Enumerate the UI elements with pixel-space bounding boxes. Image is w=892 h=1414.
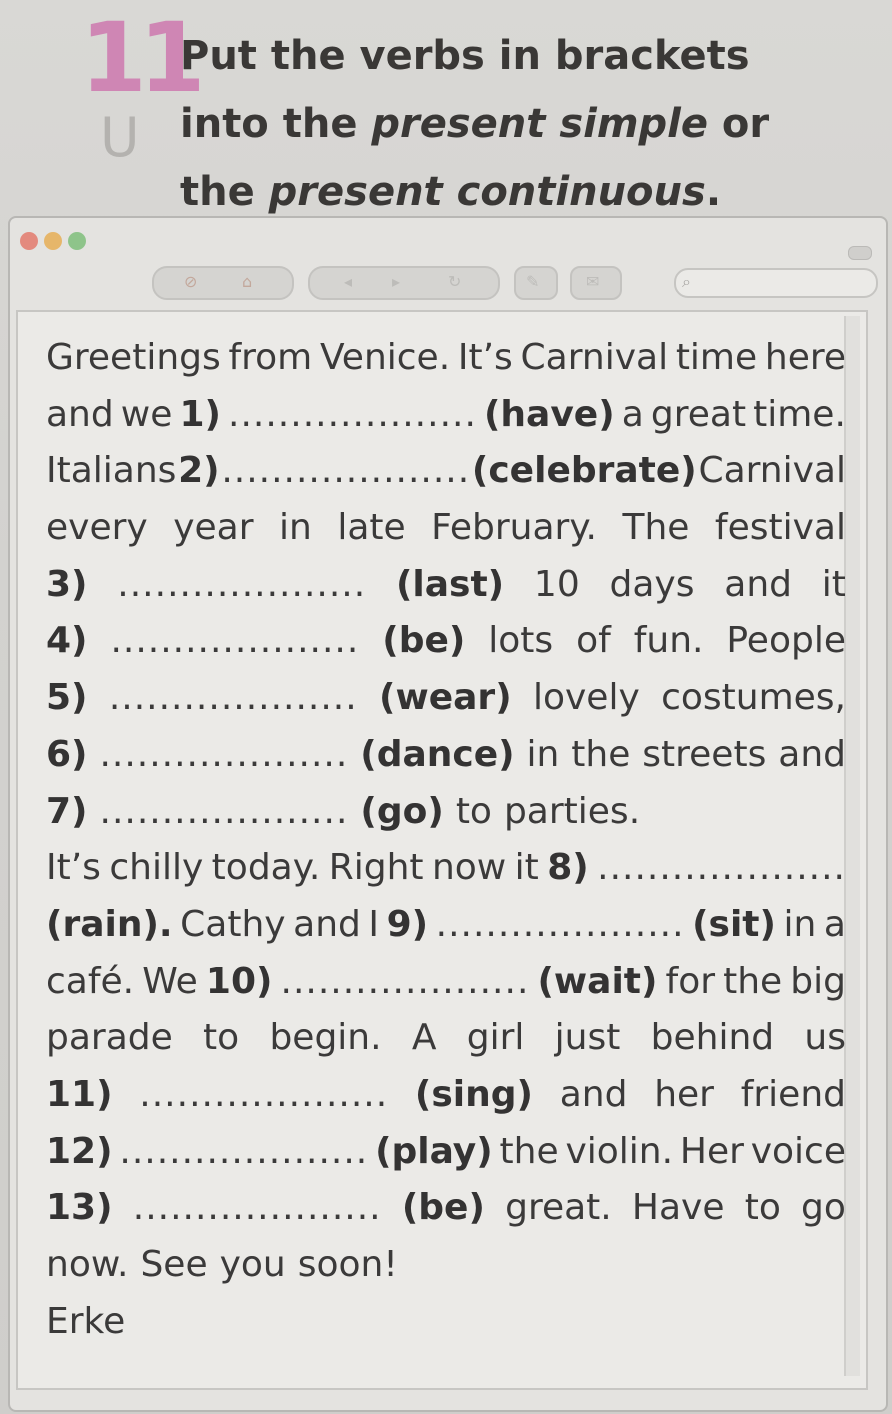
answer-blank: .................... xyxy=(228,393,477,435)
word: just xyxy=(554,1017,621,1059)
answer-blank: .................... xyxy=(99,790,349,832)
word: soon! xyxy=(297,1244,398,1285)
verb-in-brackets: (rain). xyxy=(46,903,173,945)
close-button[interactable] xyxy=(20,232,38,250)
verb-in-brackets: (wear) xyxy=(379,677,512,719)
word: late xyxy=(337,507,406,549)
word: Cathy xyxy=(180,903,286,945)
blank-number: 7) xyxy=(46,790,88,832)
mail-button[interactable] xyxy=(570,266,622,300)
word: in xyxy=(279,507,312,549)
word: it xyxy=(821,563,846,605)
word: Right xyxy=(328,847,424,889)
letter-line xyxy=(46,670,846,727)
letter-line xyxy=(46,1067,846,1124)
blank-number: 8) xyxy=(547,847,589,889)
pencil-mark: U xyxy=(100,106,140,169)
word: chilly xyxy=(109,847,204,889)
word: It’s xyxy=(46,847,101,889)
word: and xyxy=(778,733,846,775)
letter-line xyxy=(46,500,846,557)
scrollbar[interactable] xyxy=(844,316,860,1376)
word: the xyxy=(499,1130,559,1172)
blank-number: 6) xyxy=(46,733,88,775)
mail-icon: ✉ xyxy=(586,272,600,291)
verb-in-brackets: (go) xyxy=(360,790,444,832)
letter-line xyxy=(46,1237,846,1294)
answer-blank: .................... xyxy=(139,1073,389,1115)
word: and xyxy=(559,1073,628,1115)
letter-content-area xyxy=(16,310,868,1390)
word: Italians xyxy=(46,450,177,492)
edit-icon: ✎ xyxy=(526,272,540,291)
exercise-instruction xyxy=(180,22,800,226)
word: we xyxy=(120,393,173,435)
word: go xyxy=(801,1187,846,1229)
verb-in-brackets: (wait) xyxy=(537,960,658,1002)
verb-in-brackets: (sing) xyxy=(414,1073,533,1115)
forward-icon[interactable]: ▸ xyxy=(392,272,401,291)
letter-line xyxy=(46,557,846,614)
letter-line xyxy=(46,613,846,670)
word: to xyxy=(203,1017,240,1059)
blank-number: 10) xyxy=(205,960,273,1002)
word: Carnival xyxy=(698,450,846,492)
letter-line xyxy=(46,1124,846,1181)
word: and xyxy=(46,393,114,435)
verb-in-brackets: (celebrate) xyxy=(471,450,697,492)
answer-blank: .................... xyxy=(117,563,367,605)
word: it xyxy=(514,847,539,889)
word: big xyxy=(790,960,846,1002)
word: begin. xyxy=(269,1017,382,1059)
word: every xyxy=(46,507,148,549)
word: Have xyxy=(631,1187,725,1229)
verb-in-brackets: (dance) xyxy=(360,733,515,775)
word: parade xyxy=(46,1017,173,1059)
window-controls xyxy=(20,232,86,250)
instruction-line-1: Put the verbs in brackets xyxy=(180,33,750,79)
verb-in-brackets: (last) xyxy=(395,563,505,605)
letter-line xyxy=(46,954,846,1011)
word: violin. xyxy=(565,1130,674,1172)
word: lots xyxy=(488,620,554,662)
word: time xyxy=(675,337,758,378)
word: It’s xyxy=(457,337,513,378)
word: Her xyxy=(679,1130,744,1172)
word: now xyxy=(431,847,507,889)
word: lovely xyxy=(532,677,640,719)
search-icon: ⌕ xyxy=(682,272,691,291)
minimize-button[interactable] xyxy=(44,232,62,250)
word: for xyxy=(665,960,716,1002)
home-icon[interactable]: ⌂ xyxy=(242,272,253,291)
word: Venice. xyxy=(319,337,451,378)
word: friend xyxy=(740,1073,846,1115)
word: time. xyxy=(753,393,846,435)
word: Greetings xyxy=(46,337,221,378)
letter-line xyxy=(46,1294,846,1351)
instruction-text: . xyxy=(705,169,722,215)
word: 10 xyxy=(533,563,580,605)
browser-window xyxy=(8,216,888,1412)
word: and xyxy=(293,903,361,945)
word: café. xyxy=(46,960,135,1002)
letter-line xyxy=(46,443,846,500)
word: of xyxy=(576,620,611,662)
word: Erke xyxy=(46,1300,126,1342)
word: you xyxy=(219,1244,286,1285)
word: costumes, xyxy=(661,677,846,719)
answer-blank: .................... xyxy=(435,903,685,945)
word: The xyxy=(622,507,690,549)
answer-blank: .................... xyxy=(132,1187,382,1229)
verb-in-brackets: (sit) xyxy=(692,903,776,945)
navigation-group xyxy=(308,266,500,300)
word: here xyxy=(764,337,846,378)
word: year xyxy=(173,507,254,549)
edit-button[interactable] xyxy=(514,266,558,300)
blank-number: 3) xyxy=(46,563,88,605)
toolbar-toggle-button[interactable] xyxy=(848,246,872,260)
stop-icon[interactable]: ⊘ xyxy=(184,272,198,291)
search-input[interactable] xyxy=(674,268,878,298)
word: See xyxy=(140,1244,208,1285)
word: the xyxy=(723,960,783,1002)
word: today. xyxy=(211,847,321,889)
word: to xyxy=(744,1187,781,1229)
word: fun. xyxy=(633,620,704,662)
instruction-text: into the xyxy=(180,101,372,147)
word: Carnival xyxy=(520,337,669,378)
word: parties. xyxy=(503,790,641,832)
letter-line xyxy=(46,1180,846,1237)
word: A xyxy=(411,1017,437,1059)
letter-text xyxy=(46,330,846,1350)
letter-line xyxy=(46,1010,846,1067)
blank-number: 5) xyxy=(46,677,88,719)
blank-number: 4) xyxy=(46,620,88,662)
word: us xyxy=(804,1017,846,1059)
instruction-text: the xyxy=(180,169,269,215)
answer-blank: .................... xyxy=(221,450,471,492)
answer-blank: .................... xyxy=(597,847,846,889)
exercise-number: 11 xyxy=(80,2,198,114)
blank-number: 1) xyxy=(179,393,221,435)
answer-blank: .................... xyxy=(280,960,530,1002)
zoom-button[interactable] xyxy=(68,232,86,250)
word: in xyxy=(783,903,817,945)
blank-number: 11) xyxy=(46,1073,113,1115)
word: streets xyxy=(642,733,767,775)
answer-blank: .................... xyxy=(110,620,360,662)
word: now. xyxy=(46,1244,129,1285)
blank-number: 12) xyxy=(46,1130,113,1172)
reload-icon[interactable]: ↻ xyxy=(448,272,462,291)
word: in xyxy=(526,733,560,775)
back-icon[interactable]: ◂ xyxy=(344,272,353,291)
word: from xyxy=(228,337,313,378)
instruction-text: or xyxy=(708,101,770,147)
answer-blank: .................... xyxy=(119,1130,369,1172)
word: her xyxy=(654,1073,714,1115)
word: a xyxy=(823,903,846,945)
stop-home-group xyxy=(152,266,294,300)
verb-in-brackets: (be) xyxy=(382,620,466,662)
blank-number: 2) xyxy=(178,450,220,492)
tense-present-simple: present simple xyxy=(371,101,708,147)
word: People xyxy=(726,620,846,662)
letter-line xyxy=(46,897,846,954)
word: the xyxy=(571,733,631,775)
word: a xyxy=(621,393,644,435)
tense-present-continuous: present continuous xyxy=(268,169,706,215)
word: to xyxy=(455,790,492,832)
answer-blank: .................... xyxy=(99,733,349,775)
letter-line xyxy=(46,330,846,387)
verb-in-brackets: (play) xyxy=(375,1130,493,1172)
word: I xyxy=(368,903,380,945)
word: behind xyxy=(650,1017,775,1059)
letter-line xyxy=(46,387,846,444)
word: girl xyxy=(466,1017,525,1059)
instruction-line-2 xyxy=(180,90,800,158)
blank-number: 9) xyxy=(386,903,429,945)
blank-number: 13) xyxy=(46,1187,113,1229)
answer-blank: .................... xyxy=(108,677,358,719)
verb-in-brackets: (be) xyxy=(401,1187,485,1229)
letter-line xyxy=(46,727,846,784)
letter-line xyxy=(46,840,846,897)
word: great xyxy=(650,393,747,435)
word: days xyxy=(609,563,695,605)
word: festival xyxy=(714,507,846,549)
word: We xyxy=(142,960,198,1002)
word: great. xyxy=(505,1187,612,1229)
word: and xyxy=(724,563,793,605)
verb-in-brackets: (have) xyxy=(483,393,615,435)
word: voice xyxy=(750,1130,846,1172)
letter-line xyxy=(46,784,846,841)
word: February. xyxy=(431,507,597,549)
